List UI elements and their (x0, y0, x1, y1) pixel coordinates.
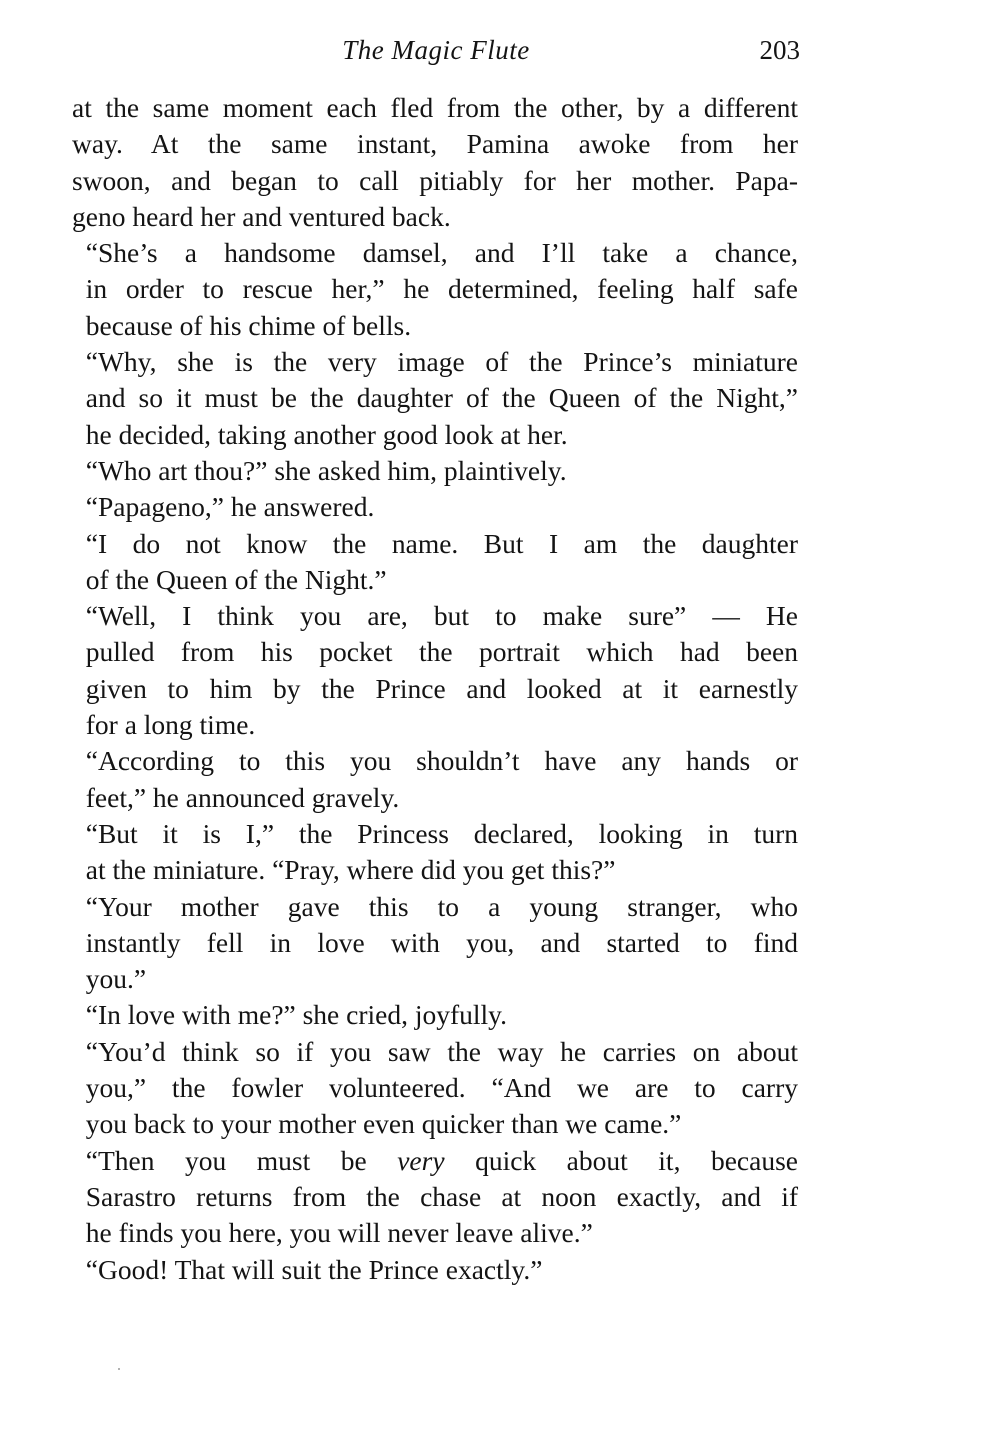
text-line: instantly fell in love with you, and started to find (85, 926, 798, 958)
text-line: geno heard her and ventured back. (72, 200, 451, 232)
paragraph (72, 1143, 798, 1252)
paragraph (72, 344, 798, 453)
paragraph (72, 743, 798, 816)
text-line: you back to your mother even quicker than we came.” (85, 1108, 682, 1140)
text-line: in order to rescue her,” he determined, feeling half safe (85, 273, 798, 305)
text-line: pulled from his pocket the portrait which had been (85, 636, 798, 668)
text-line (72, 1143, 798, 1179)
text-line: “But it is I,” the Princess declared, looking in turn (85, 817, 798, 849)
paragraph (72, 1252, 798, 1288)
scan-speck (118, 1368, 120, 1370)
text-line: of the Queen of the Night.” (85, 563, 387, 595)
text-line: “Your mother gave this to a young stranger, who (85, 890, 798, 922)
text-line: “According to this you shouldn’t have any hands or (85, 745, 798, 777)
running-title: The Magic Flute (342, 35, 530, 65)
text-line: at the miniature. “Pray, where did you get this?” (85, 854, 616, 886)
text-line: “You’d think so if you saw the way he carries on about (85, 1035, 798, 1067)
text-line: way. At the same instant, Pamina awoke from her (72, 128, 798, 160)
text-line: you,” the fowler volunteered. “And we are to carry (85, 1072, 798, 1104)
text-line: “In love with me?” she cried, joyfully. (85, 999, 508, 1031)
text-line: for a long time. (85, 709, 256, 741)
paragraph (72, 489, 798, 525)
text-line: given to him by the Prince and looked at it earnestly (85, 672, 798, 704)
text-line: “Papageno,” he answered. (85, 491, 375, 523)
text-line: because of his chime of bells. (85, 309, 412, 341)
text-line: you.” (85, 963, 147, 995)
body-text (72, 90, 798, 1288)
paragraph (72, 235, 798, 344)
text-line: and so it must be the daughter of the Queen of the Night,” (85, 382, 798, 414)
text-line: swoon, and began to call pitiably for her mother. Papa- (72, 164, 798, 196)
text-line: “Well, I think you are, but to make sure” — He (85, 600, 798, 632)
text-line: he decided, taking another good look at her. (85, 418, 568, 450)
text-line: at the same moment each fled from the other, by a different (72, 92, 798, 123)
running-header (72, 30, 800, 70)
text-line: “Good! That will suit the Prince exactly.” (85, 1253, 543, 1285)
text-line: he finds you here, you will never leave alive.” (85, 1217, 593, 1249)
text-line: “Who art thou?” she asked him, plaintively. (85, 454, 567, 486)
paragraph (72, 598, 798, 743)
paragraph (72, 1034, 798, 1143)
page-number: 203 (759, 35, 800, 65)
text-line: Sarastro returns from the chase at noon exactly, and if (85, 1180, 798, 1212)
paragraph (72, 526, 798, 599)
paragraph (72, 816, 798, 889)
text-line: “I do not know the name. But I am the daughter (85, 527, 798, 559)
text-fragment: quick about it, because (444, 1144, 798, 1176)
text-fragment: “Then you must be (85, 1144, 398, 1176)
emphasized-word: very (397, 1144, 445, 1176)
paragraph (72, 453, 798, 489)
text-line: feet,” he announced gravely. (85, 781, 400, 813)
text-line: “She’s a handsome damsel, and I’ll take a chance, (85, 237, 798, 269)
text-line: “Why, she is the very image of the Prince’s miniature (85, 346, 798, 378)
paragraph (72, 889, 798, 998)
paragraph (72, 997, 798, 1033)
paragraph (72, 90, 798, 235)
